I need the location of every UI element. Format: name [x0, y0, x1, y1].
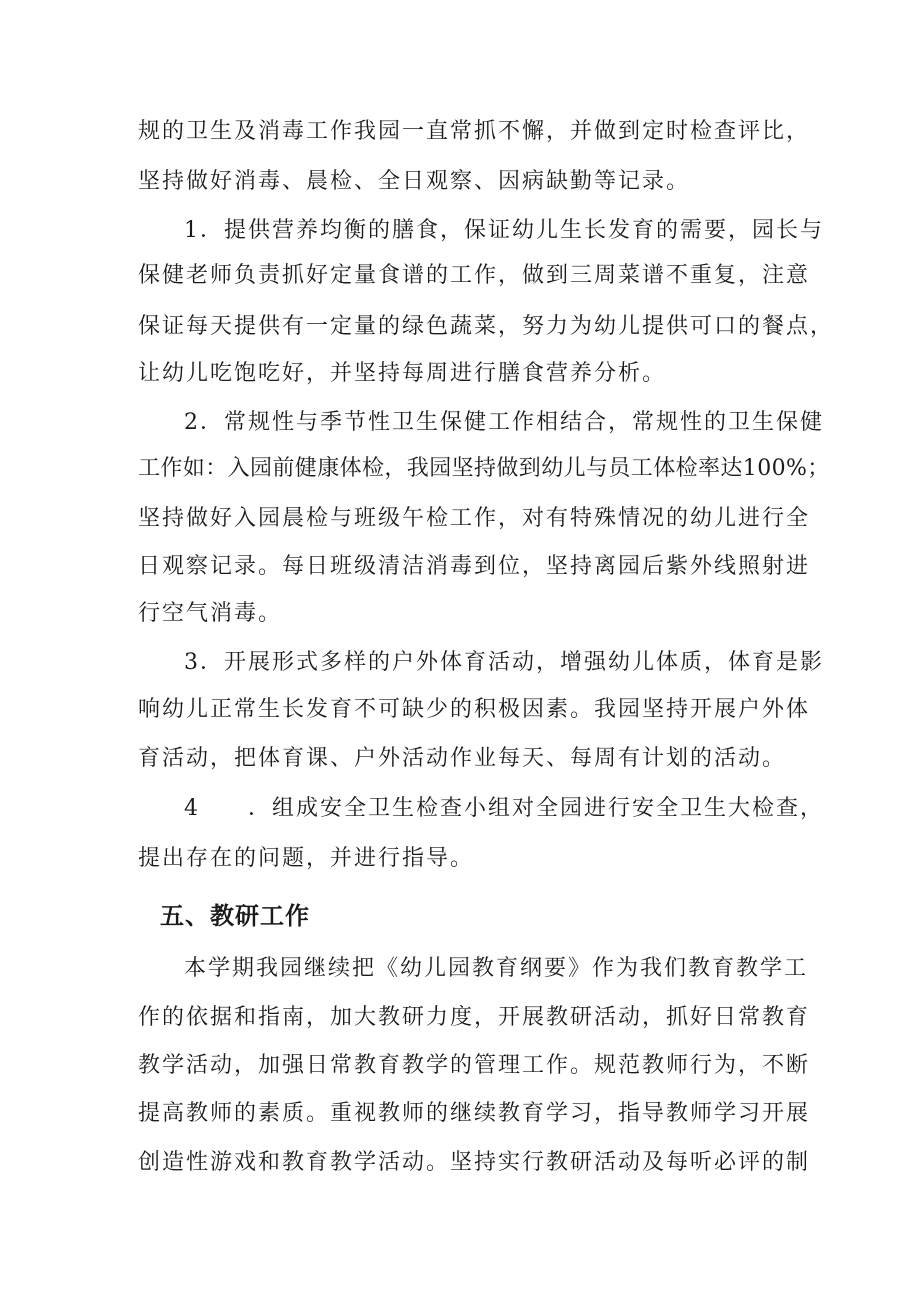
paragraph-line: 规的卫生及消毒工作我园一直常抓不懈，并做到定时检查评比，	[138, 119, 811, 144]
paragraph-line: 日观察记录。每日班级清洁消毒到位，坚持离园后紫外线照射进	[138, 554, 811, 579]
paragraph-line: 本学期我园继续把《幼儿园教育纲要》作为我们教育教学工	[184, 956, 809, 981]
paragraph-line: 提高教师的素质。重视教师的继续教育学习，指导教师学习开展	[138, 1101, 811, 1126]
paragraph-line: 3．开展形式多样的户外体育活动，增强幼儿体质，体育是影	[184, 650, 824, 675]
paragraph-line: 提出存在的问题，并进行指导。	[138, 846, 475, 871]
paragraph-line: 坚持做好消毒、晨检、全日观察、因病缺勤等记录。	[138, 169, 691, 194]
paragraph-line: 保证每天提供有一定量的绿色蔬菜，努力为幼儿提供可口的餐点，	[138, 314, 835, 339]
section-heading: 五、教研工作	[160, 902, 310, 930]
paragraph-line: 教学活动，加强日常教育教学的管理工作。规范教师行为，不断	[138, 1053, 811, 1078]
paragraph-line: 响幼儿正常生长发育不可缺少的积极因素。我园坚持开展户外体	[138, 697, 811, 722]
paragraph-line: 让幼儿吃饱吃好，并坚持每周进行膳食营养分析。	[138, 361, 667, 386]
paragraph-line: 4 ．组成安全卫生检查小组对全园进行安全卫生大检查，	[184, 796, 824, 821]
paragraph-line: 2．常规性与季节性卫生保健工作相结合，常规性的卫生保健	[184, 410, 824, 435]
paragraph-line: 1．提供营养均衡的膳食，保证幼儿生长发育的需要，园长与	[184, 218, 824, 243]
paragraph-line: 创造性游戏和教育教学活动。坚持实行教研活动及每听必评的制	[138, 1150, 811, 1175]
paragraph-line: 育活动，把体育课、户外活动作业每天、每周有计划的活动。	[138, 746, 787, 771]
paragraph-line: 作的依据和指南，加大教研力度，开展教研活动，抓好日常教育	[138, 1005, 811, 1030]
paragraph-line: 保健老师负责抓好定量食谱的工作，做到三周菜谱不重复，注意	[138, 263, 811, 288]
paragraph-line: 行空气消毒。	[138, 601, 283, 626]
paragraph-line: 工作如：入园前健康体检，我园坚持做到幼儿与员工体检率达100%；	[138, 456, 830, 481]
paragraph-line: 坚持做好入园晨检与班级午检工作，对有特殊情况的幼儿进行全	[138, 506, 811, 531]
